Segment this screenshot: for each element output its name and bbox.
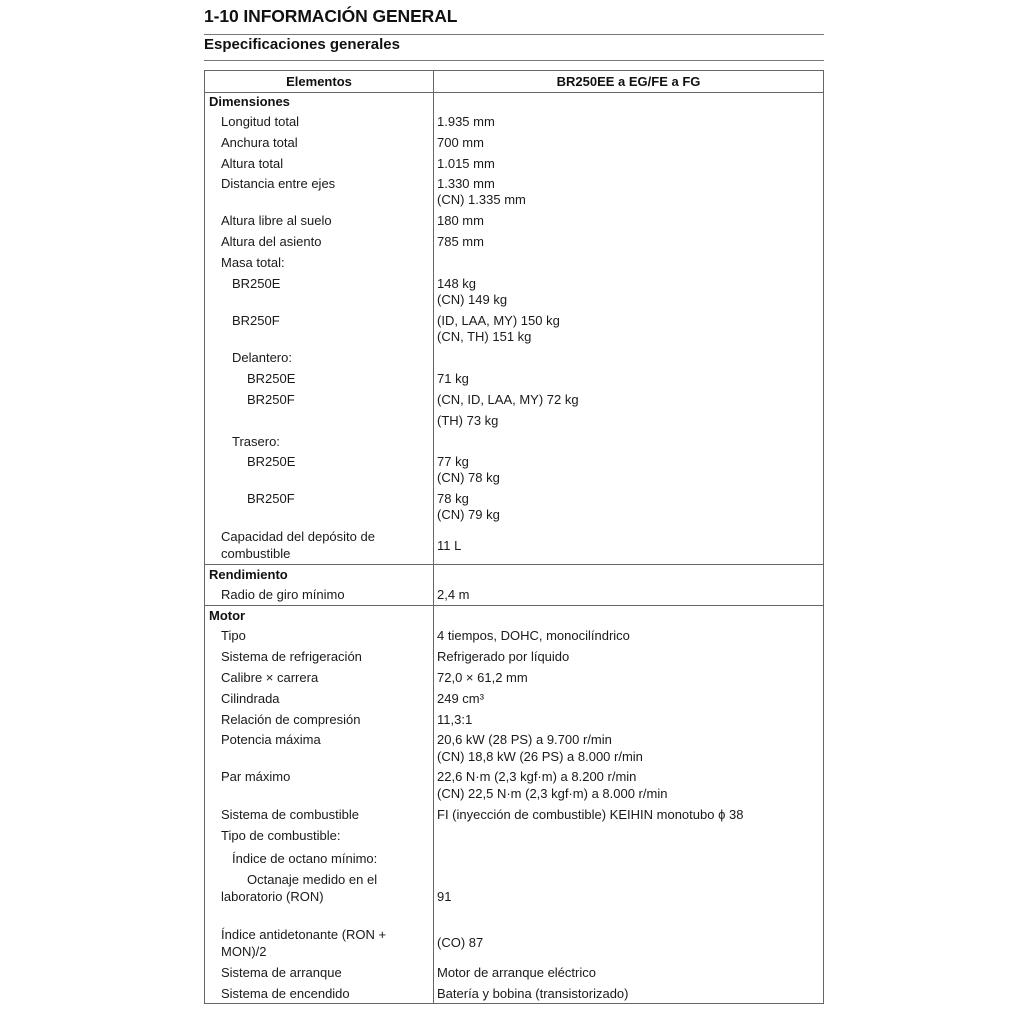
row-label-masa-br250e: BR250E bbox=[232, 276, 281, 291]
row-value-octanaje-ron: 91 bbox=[437, 889, 452, 904]
row-label-altura-asiento: Altura del asiento bbox=[221, 234, 322, 249]
row-label-arranque: Sistema de arranque bbox=[221, 965, 342, 980]
specifications-table bbox=[204, 70, 824, 1004]
row-label-potencia-maxima: Potencia máxima bbox=[221, 732, 321, 747]
row-value-trasero-br250f-cn: (CN) 79 kg bbox=[437, 507, 500, 522]
row-value-delantero-br250f: (CN, ID, LAA, MY) 72 kg bbox=[437, 392, 579, 407]
title-divider bbox=[204, 34, 824, 35]
row-label-refrigeracion: Sistema de refrigeración bbox=[221, 649, 362, 664]
row-label-delantero-br250e: BR250E bbox=[247, 371, 296, 386]
row-value-capacidad-deposito: 11 L bbox=[437, 538, 462, 553]
row-label-tipo: Tipo bbox=[221, 628, 246, 643]
row-label-trasero-br250f: BR250F bbox=[247, 491, 295, 506]
row-value-arranque: Motor de arranque eléctrico bbox=[437, 965, 596, 980]
row-value-masa-br250e: 148 kg bbox=[437, 276, 477, 291]
row-value-trasero-br250e: 77 kg bbox=[437, 454, 469, 469]
section-dimensiones: Dimensiones bbox=[209, 94, 290, 109]
row-label-antidetonante: Índice antidetonante (RON + MON)/2 bbox=[221, 927, 387, 959]
row-value-antidetonante: (CO) 87 bbox=[437, 935, 484, 950]
row-label-anchura-total: Anchura total bbox=[221, 135, 298, 150]
column-divider bbox=[433, 71, 434, 1003]
row-label-capacidad-deposito: Capacidad del depósito de combustible bbox=[221, 529, 375, 561]
page-title: 1-10 INFORMACIÓN GENERAL bbox=[204, 6, 458, 26]
row-value-anchura-total: 700 mm bbox=[437, 135, 484, 150]
row-value-altura-total: 1.015 mm bbox=[437, 156, 495, 171]
row-label-altura-total: Altura total bbox=[221, 156, 284, 171]
section-divider-rendimiento bbox=[205, 564, 823, 565]
section-motor: Motor bbox=[209, 608, 246, 623]
row-label-octano-minimo: Índice de octano mínimo: bbox=[232, 851, 378, 866]
row-value-refrigeracion: Refrigerado por líquido bbox=[437, 649, 570, 664]
row-value-trasero-br250e-cn: (CN) 78 kg bbox=[437, 470, 500, 485]
row-value-delantero-br250f-th: (TH) 73 kg bbox=[437, 413, 499, 428]
row-label-tipo-combustible: Tipo de combustible: bbox=[221, 828, 341, 843]
row-value-trasero-br250f: 78 kg bbox=[437, 491, 469, 506]
column-header-elementos: Elementos bbox=[286, 74, 352, 89]
row-value-delantero-br250e: 71 kg bbox=[437, 371, 469, 386]
row-value-distancia-ejes-cn: (CN) 1.335 mm bbox=[437, 192, 526, 207]
row-label-altura-libre: Altura libre al suelo bbox=[221, 213, 332, 228]
row-label-longitud-total: Longitud total bbox=[221, 114, 300, 129]
row-label-trasero: Trasero: bbox=[232, 434, 280, 449]
row-value-masa-br250e-cn: (CN) 149 kg bbox=[437, 292, 508, 307]
row-label-delantero-br250f: BR250F bbox=[247, 392, 295, 407]
row-label-masa-br250f: BR250F bbox=[232, 313, 280, 328]
row-label-compresion: Relación de compresión bbox=[221, 712, 361, 727]
row-value-altura-libre: 180 mm bbox=[437, 213, 484, 228]
row-label-encendido: Sistema de encendido bbox=[221, 986, 350, 1001]
row-value-tipo: 4 tiempos, DOHC, monocilíndrico bbox=[437, 628, 630, 643]
row-label-par-maximo: Par máximo bbox=[221, 769, 291, 784]
section-rendimiento: Rendimiento bbox=[209, 567, 288, 582]
section-subtitle: Especificaciones generales bbox=[204, 36, 400, 53]
column-header-model: BR250EE a EG/FE a FG bbox=[556, 74, 701, 89]
row-label-radio-giro: Radio de giro mínimo bbox=[221, 587, 345, 602]
row-value-par-maximo-cn: (CN) 22,5 N·m (2,3 kgf·m) a 8.000 r/min bbox=[437, 786, 668, 801]
row-value-compresion: 11,3:1 bbox=[437, 712, 473, 727]
row-value-potencia-maxima-cn: (CN) 18,8 kW (26 PS) a 8.000 r/min bbox=[437, 749, 643, 764]
row-value-longitud-total: 1.935 mm bbox=[437, 114, 495, 129]
row-value-par-maximo: 22,6 N·m (2,3 kgf·m) a 8.200 r/min bbox=[437, 769, 637, 784]
row-label-delantero: Delantero: bbox=[232, 350, 292, 365]
row-value-sistema-combustible: FI (inyección de combustible) KEIHIN monotubo ϕ 38 bbox=[437, 807, 744, 822]
row-label-octanaje-ron: Octanaje medido en el laboratorio (RON) bbox=[221, 872, 378, 904]
row-value-masa-br250f-cn: (CN, TH) 151 kg bbox=[437, 329, 532, 344]
row-value-encendido: Batería y bobina (transistorizado) bbox=[437, 986, 629, 1001]
row-value-altura-asiento: 785 mm bbox=[437, 234, 484, 249]
row-value-calibre-carrera: 72,0 × 61,2 mm bbox=[437, 670, 528, 685]
row-value-cilindrada: 249 cm³ bbox=[437, 691, 484, 706]
row-label-cilindrada: Cilindrada bbox=[221, 691, 280, 706]
row-value-potencia-maxima: 20,6 kW (28 PS) a 9.700 r/min bbox=[437, 732, 612, 747]
subtitle-divider bbox=[204, 60, 824, 61]
row-label-masa-total: Masa total: bbox=[221, 255, 285, 270]
row-value-distancia-ejes: 1.330 mm bbox=[437, 176, 495, 191]
row-label-trasero-br250e: BR250E bbox=[247, 454, 296, 469]
row-label-distancia-ejes: Distancia entre ejes bbox=[221, 176, 336, 191]
header-divider bbox=[205, 92, 823, 93]
section-divider-motor bbox=[205, 605, 823, 606]
row-value-radio-giro: 2,4 m bbox=[437, 587, 470, 602]
row-label-sistema-combustible: Sistema de combustible bbox=[221, 807, 360, 822]
row-label-calibre-carrera: Calibre × carrera bbox=[221, 670, 319, 685]
row-value-masa-br250f: (ID, LAA, MY) 150 kg bbox=[437, 313, 560, 328]
